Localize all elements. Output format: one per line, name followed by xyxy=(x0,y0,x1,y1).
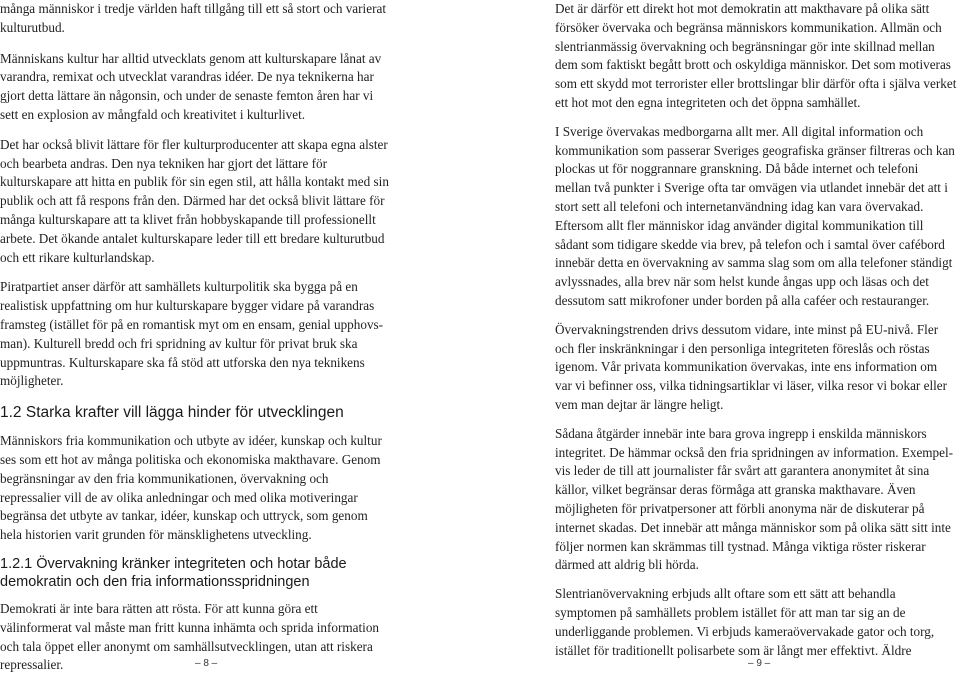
left-paragraph-3: Det har också blivit lättare för fler kulturproducenter att skapa egna alster och bearbeta andras. Den nya tekniken har gjort det lättare för kulturskapare att hitta en publik för sin egen stil, att hålla kontakt med sin publik och att få respons från den. Därmed har det också blivit lättare för många kulturskapare att ta klivet från hobbyskapande till professionellt arbete. Det ökande antalet kulturskapare leder till ett bredare kulturutbud och ett rikare kulturlandskap. xyxy=(0,136,389,265)
section-1-2-1-paragraph: Demokrati är inte bara rätten att rösta. För att kunna göra ett välinformerat val måste man fritt kunna inhämta och sprida information och tala öppet eller anonymt om samhällsutvecklingen, utan att riskera repressalier. xyxy=(0,600,380,673)
section-heading-1-2: 1.2 Starka krafter vill lägga hinder för utvecklingen xyxy=(0,404,344,422)
left-paragraph-4: Piratpartiet anser därför att samhällets kulturpolitik ska bygga på en realistisk uppfattning om hur kulturskapare bygger vidare på varandras framsteg (istället för på en romantisk myt om en ensam, genial upphovs-man). Kulturell bredd och fri spridning av kultur för privat bruk ska uppmuntras. Kulturskapare ska få stöd att utforska den nya teknikens möjligheter. xyxy=(0,279,384,389)
right-paragraph-4: Sådana åtgärder innebär inte bara grova ingrepp i enskilda människors integritet. De hämmar också den fria spridningen av information. Exempel-vis leder de till att journalister får svårt att garantera anonymitet åt sina källor, vilket begränsar deras förmåga att granska makthavare. Även möjligheten för privatpersoner att förbli anonyma när de diskuterar på internet skadas. Det innebär att många människor som på olika sätt sitt inte följer normen kan skrämmas till tystnad. Många viktiga röster riskerar därmed att aldrig bli hörda. xyxy=(555,425,954,573)
section-heading-1-2-1: 1.2.1 Övervakning kränker integriteten och hotar både demokratin och den fria informationsspridningen xyxy=(0,555,347,590)
right-page xyxy=(555,0,957,670)
left-page xyxy=(0,0,392,685)
right-paragraph-5: Slentrianövervakning erbjuds allt oftare som ett sätt att behandla symptomen på samhällets problem istället för att man tar sig an de underliggande problemen. Vi erbjuds kameraövervakade gator och torg, istället för traditionellt polisarbete som är långt mer effektivt. Äldre xyxy=(555,586,935,658)
left-paragraph-2: Människans kultur har alltid utvecklats genom att kulturskapare lånat av varandra, remixat och utvecklat varandras idéer. De nya teknikerna har gjort detta lättare än någonsin, och under de senaste femton åren har vi sett en explosion av mångfald och kreativitet i kulturlivet. xyxy=(0,50,382,122)
section-1-2-paragraph: Människors fria kommunikation och utbyte av idéer, kunskap och kultur ses som ett hot av många politiska och ekonomiska makthavare. Genom begränsningar av den fria kommunikationen, övervakning och repressalier vill de av olika anledningar och med olika motiveringar begränsa det utbyte av tankar, idéer, kunskap och uttryck, som genom hela historien varit grunden för mänsklighetens utveckling. xyxy=(0,433,382,543)
page-number-left: – 8 – xyxy=(195,658,218,669)
page-number-right: – 9 – xyxy=(748,658,771,669)
right-paragraph-1: Det är därför ett direkt hot mot demokratin att makthavare på olika sätt försöker övervaka och begränsa människors kommunikation. Allmän och slentrianmässig övervakning och begränsningar gör inte skillnad mellan dem som faktiskt begått brott och oskyldiga människor. Det som motiveras som ett skydd mot terrorister eller brottslingar blir därför ofta i själva verket ett hot mot den egna integriteten och det öppna samhället. xyxy=(555,1,957,110)
right-paragraph-2: I Sverige övervakas medborgarna allt mer. All digital information och kommunikation som passerar Sveriges geografiska gränser filtreras och kan plockas ut för noggrannare granskning. Då både internet och telefoni mellan två punkter i Sverige ofta tar omvägen via utlandet innebär det att i stort sett all telefoni och internetanvändning idag kan vara övervakad. Eftersom allt fler människor idag använder digital kommunikation till sådant som tidigare skedde via brev, på telefon och i samtal över cafébord innebär detta en övervakning av samma slag som om alla telefoner ständigt avlyssnades, alla brev när som helst kunde ångas upp och läsas och det dessutom satt mikrofoner under borden på alla caféer och restauranger. xyxy=(555,123,955,308)
left-paragraph-1: många människor i tredje världen haft tillgång till ett så stort och varierat kulturutbud. xyxy=(0,1,386,35)
right-paragraph-3: Övervakningstrenden drivs dessutom vidare, inte minst på EU-nivå. Fler och fler inskränkningar i den personliga integriteten föreslås och röstas igenom. Vår privata kommunikation övervakas, inte ens information om var vi befinner oss, vilka tidningsartiklar vi läser, vilka resor vi bokar eller vem man dejtar är längre heligt. xyxy=(555,321,948,412)
